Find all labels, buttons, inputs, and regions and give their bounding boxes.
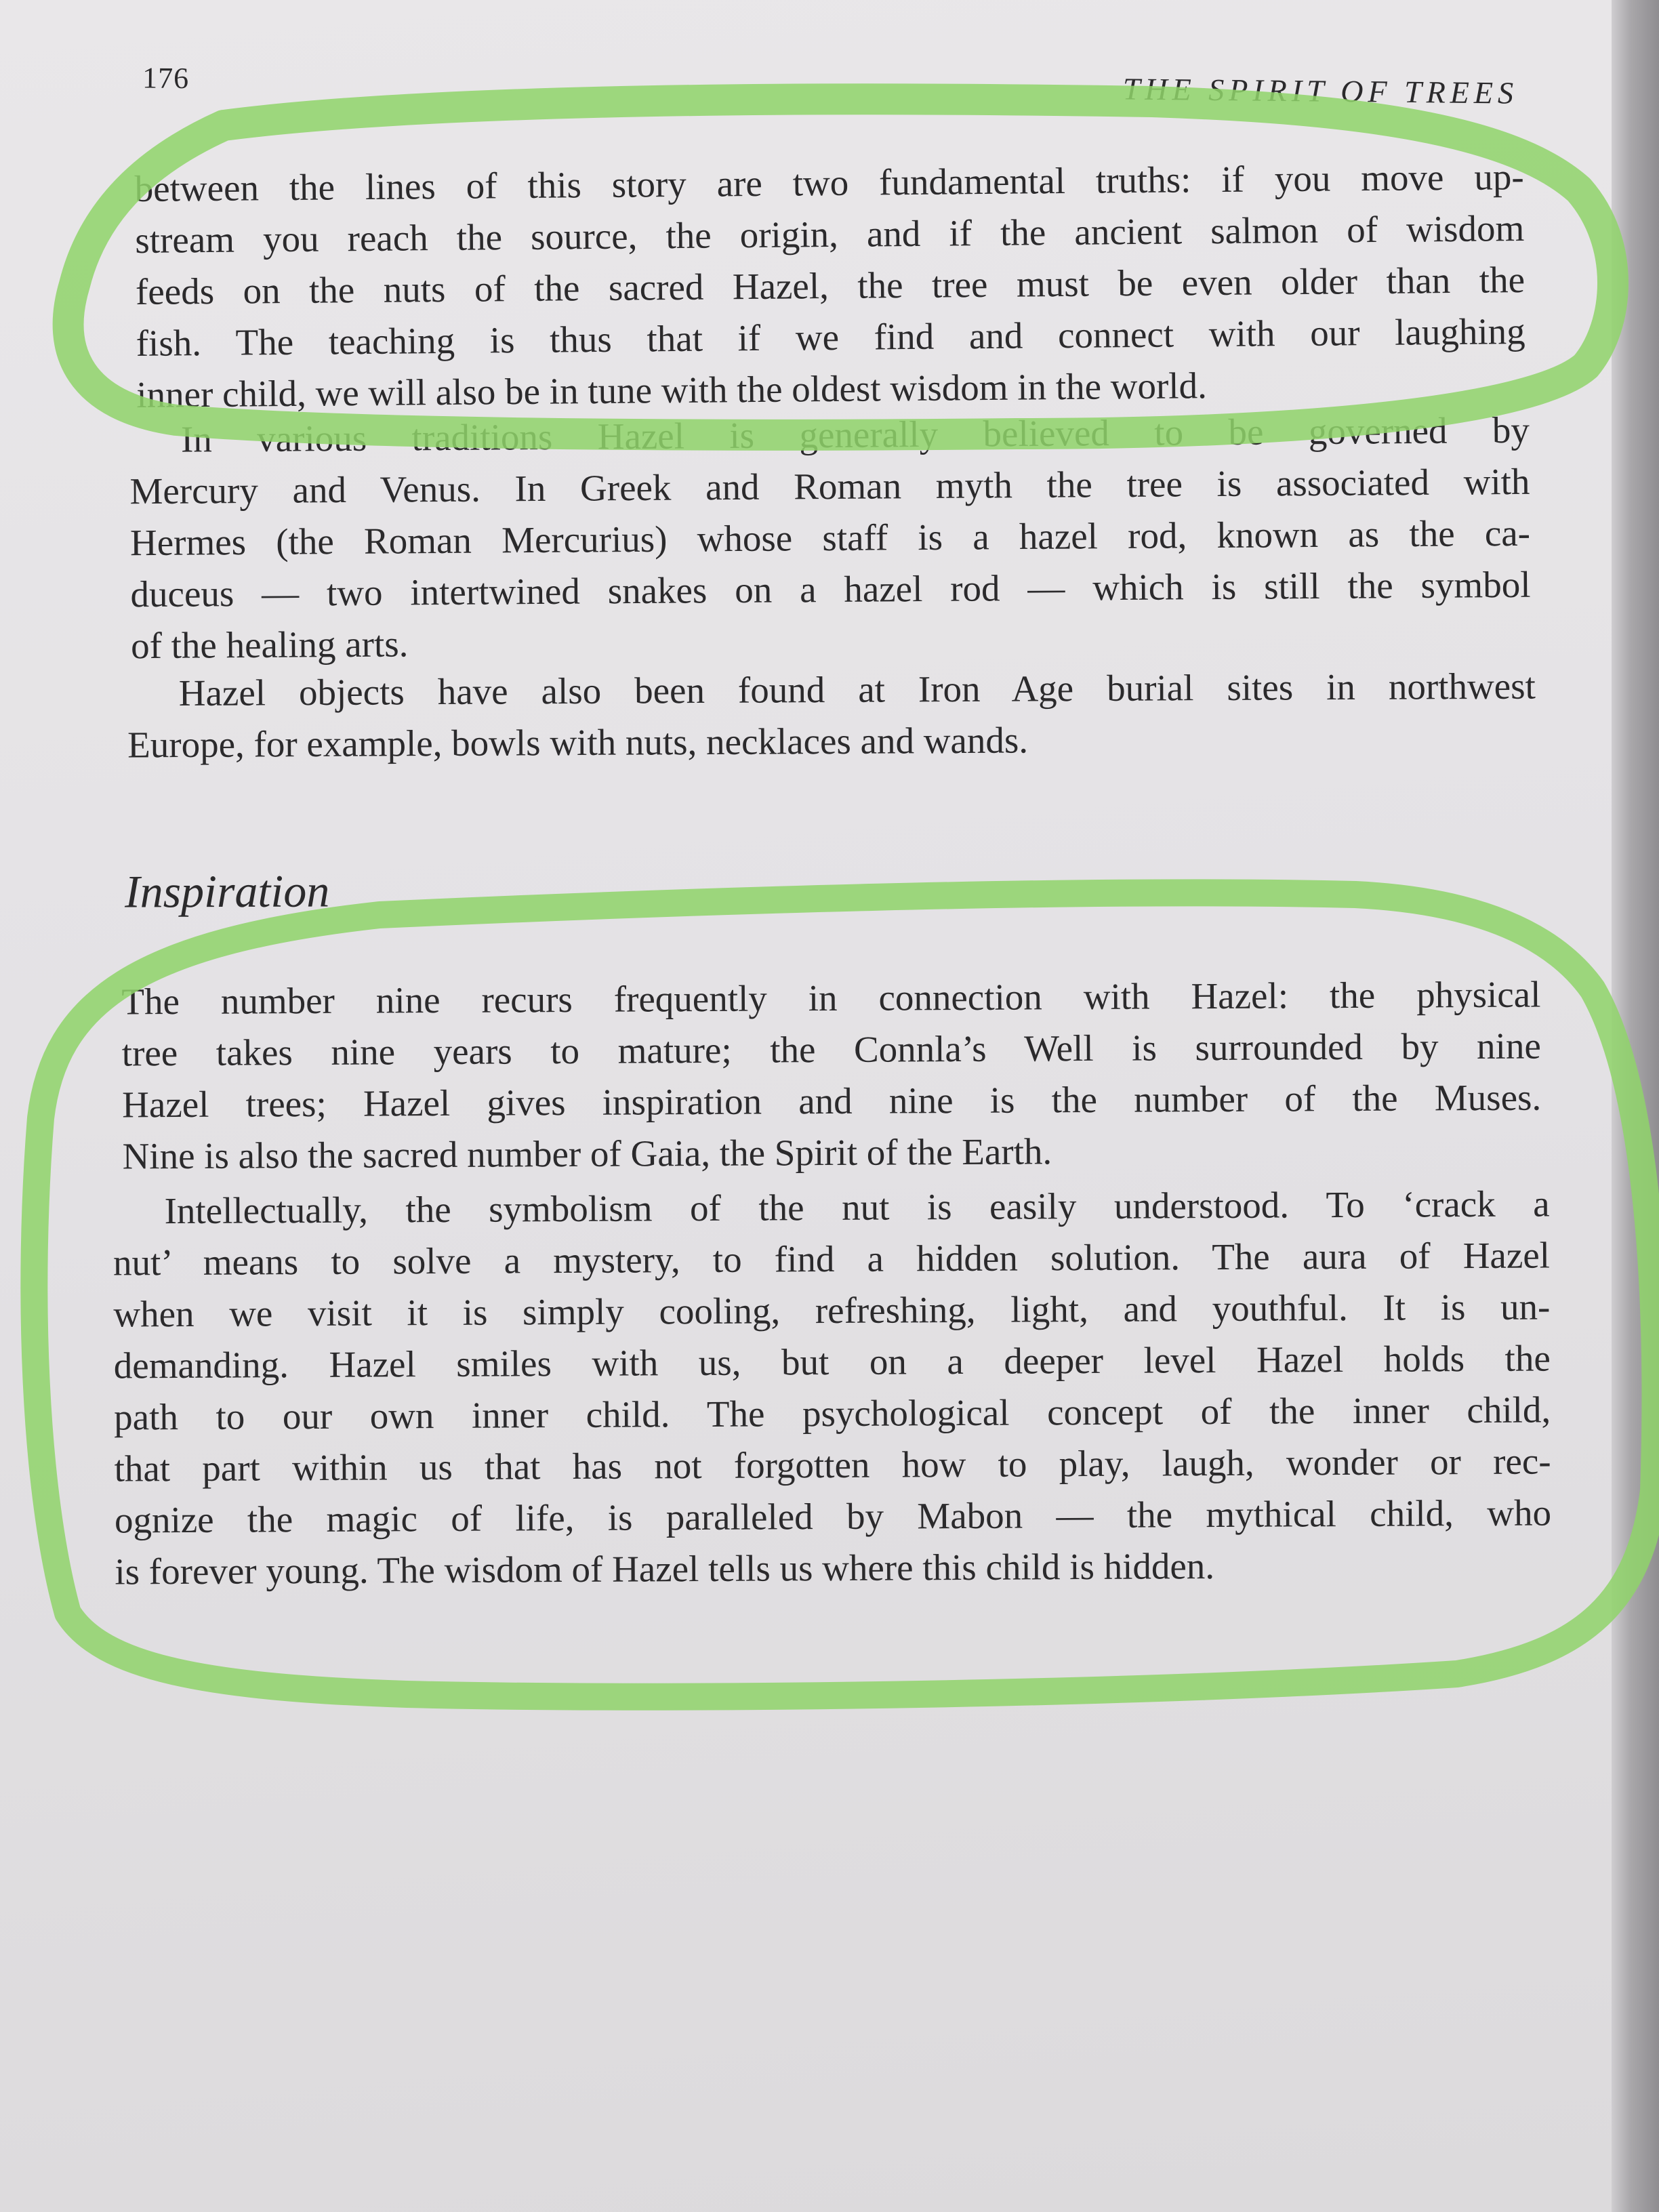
paragraph-nut-symbolism	[112, 1178, 1551, 1597]
text-line: In various traditions Hazel is generally believed to be governed by	[180, 409, 1530, 460]
paragraph-truths	[134, 151, 1525, 421]
text-line: path to our own inner child. The psychological concept of the inner child,	[114, 1389, 1551, 1438]
text-line: Intellectually, the symbolism of the nut is easily understood. To ‘crack a	[164, 1183, 1550, 1232]
text-line: inner child, we will also be in tune with the oldest wisdom in the world.	[136, 365, 1208, 415]
text-line: Europe, for example, bowls with nuts, necklaces and wands.	[127, 719, 1029, 766]
text-line: when we visit it is simply cooling, refreshing, light, and youthful. It is un-	[113, 1286, 1551, 1335]
paragraph-number-nine	[121, 969, 1542, 1183]
paragraph-iron-age	[127, 661, 1536, 771]
text-line: ognize the magic of life, is paralleled by Mabon — the mythical child, who	[114, 1492, 1552, 1541]
text-line: that part within us that has not forgotten how to play, laugh, wonder or rec-	[114, 1440, 1551, 1490]
text-line: Hazel objects have also been found at Iron Age burial sites in northwest	[178, 665, 1536, 714]
text-line: is forever young. The wisdom of Hazel tells us where this child is hidden.	[115, 1545, 1215, 1593]
page-edge	[1612, 0, 1659, 2212]
text-line: nut’ means to solve a mystery, to find a hidden solution. The aura of Hazel	[112, 1234, 1551, 1284]
running-head	[142, 60, 1519, 122]
text-line: of the healing arts.	[130, 623, 409, 667]
text-line: fish. The teaching is thus that if we find and connect with our laughing	[136, 310, 1525, 364]
text-line: between the lines of this story are two fundamental truths: if you move up-	[134, 156, 1524, 209]
text-line: tree takes nine years to mature; the Connla’s Well is surrounded by nine	[121, 1025, 1541, 1074]
paragraph-traditions	[129, 405, 1532, 672]
section-heading: Inspiration	[124, 865, 330, 918]
page-number: 176	[142, 61, 190, 96]
text-line: stream you reach the source, the origin, and if the ancient salmon of wisdom	[135, 207, 1525, 261]
book-title: THE SPIRIT OF TREES	[1122, 71, 1519, 110]
text-line: Nine is also the sacred number of Gaia, the Spirit of the Earth.	[122, 1130, 1052, 1177]
text-line: demanding. Hazel smiles with us, but on a deeper level Hazel holds the	[113, 1337, 1551, 1387]
text-line: feeds on the nuts of the sacred Hazel, the tree must be even older than the	[135, 259, 1525, 312]
text-line: duceus — two intertwined snakes on a hazel rod — which is still the symbol	[130, 563, 1531, 615]
text-line: Hazel trees; Hazel gives inspiration and nine is the number of the Muses.	[122, 1076, 1542, 1126]
text-line: Hermes (the Roman Mercurius) whose staff is a hazel rod, known as the ca-	[129, 512, 1531, 564]
text-line: Mercury and Venus. In Greek and Roman myth the tree is associated with	[129, 460, 1530, 512]
text-line: The number nine recurs frequently in connection with Hazel: the physical	[121, 973, 1541, 1023]
